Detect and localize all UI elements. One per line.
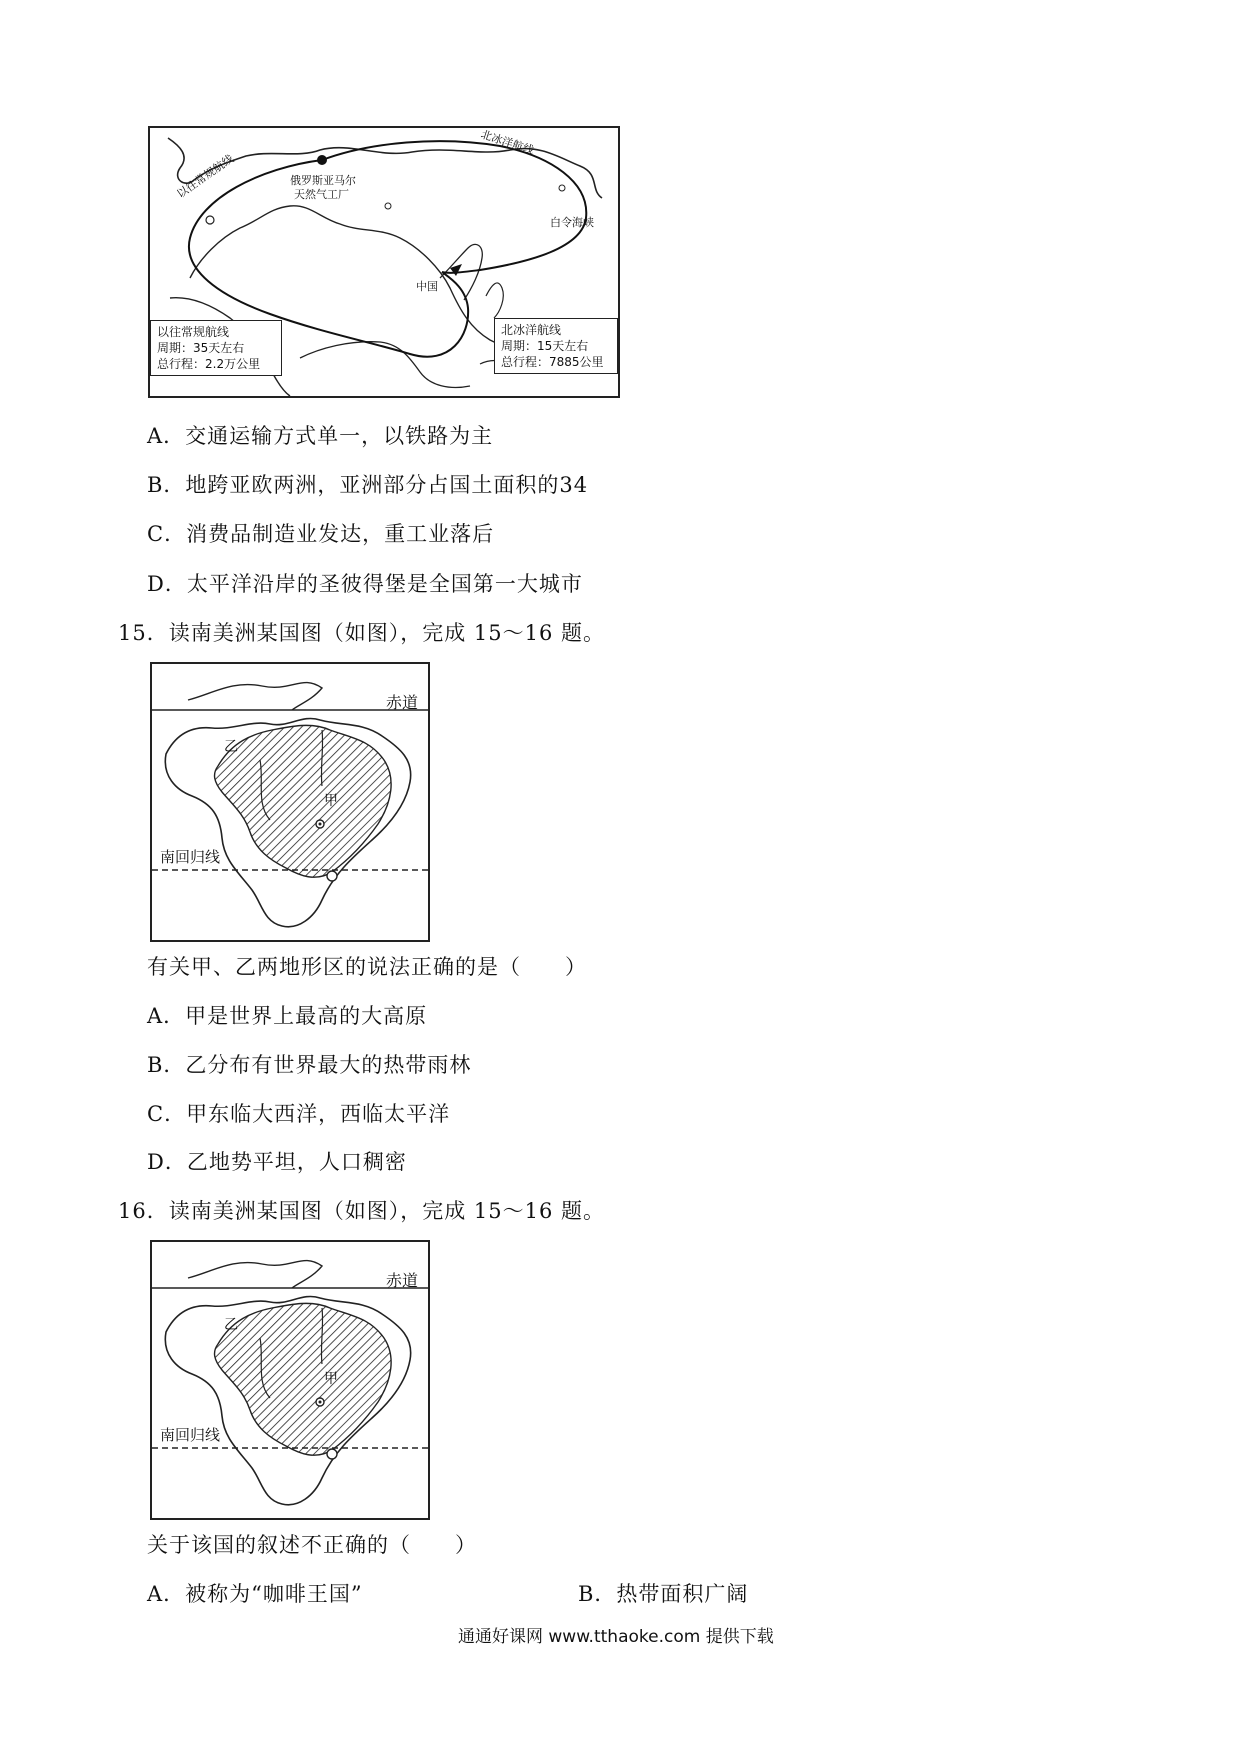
route-arctic-curve-label: 北冰洋航线: [479, 127, 536, 158]
route-regular-curve-label: 以往常规航线: [174, 152, 237, 201]
q14-option-a: A．交通运输方式单一，以铁路为主: [147, 424, 494, 448]
q16-option-a: A．被称为“咖啡王国”: [147, 1582, 363, 1606]
legend-arctic-route: [494, 318, 618, 374]
factory-label-line1: 俄罗斯亚马尔: [290, 174, 356, 187]
factory-label-line2: 天然气工厂: [294, 188, 349, 201]
legend-regular-period: 周期：35天左右: [157, 341, 245, 355]
q15-option-b: B．乙分布有世界最大的热带雨林: [147, 1053, 472, 1077]
q14-option-b: B．地跨亚欧两洲，亚洲部分占国土面积的34: [147, 473, 589, 497]
legend-regular-distance: 总行程：2.2万公里: [157, 357, 261, 371]
equator-label: 赤道: [386, 1271, 419, 1290]
q15-option-d: D．乙地势平坦，人口稠密: [147, 1150, 407, 1174]
tropic-label: 南回归线: [160, 848, 221, 866]
q16-question: 关于该国的叙述不正确的（ ）: [147, 1533, 477, 1557]
yi-label: 乙: [224, 1317, 238, 1333]
legend-arctic-distance: 总行程：7885公里: [501, 355, 604, 369]
legend-arctic-period: 周期：15天左右: [501, 339, 589, 353]
legend-regular-title: 以往常规航线: [157, 325, 230, 339]
legend-arctic-title: 北冰洋航线: [501, 323, 562, 337]
q15-option-c: C．甲东临大西洋，西临太平洋: [147, 1102, 451, 1126]
legend-regular-route: [150, 320, 282, 376]
q16-title: 16．读南美洲某国图（如图），完成 15～16 题。: [118, 1199, 606, 1223]
jia-label: 甲: [324, 1371, 338, 1387]
q16-option-b: B．热带面积广阔: [578, 1582, 749, 1606]
eurasia-route-map: [148, 126, 620, 398]
q15-title: 15．读南美洲某国图（如图），完成 15～16 题。: [118, 621, 606, 645]
q14-option-d: D．太平洋沿岸的圣彼得堡是全国第一大城市: [147, 572, 583, 596]
tropic-label: 南回归线: [160, 1426, 221, 1444]
jia-label: 甲: [324, 793, 338, 809]
equator-label: 赤道: [386, 693, 419, 712]
page-footer: 通通好课网 www.tthaoke.com 提供下载: [458, 1627, 774, 1647]
yi-label: 乙: [224, 739, 238, 755]
q14-option-c: C．消费品制造业发达，重工业落后: [147, 522, 495, 546]
q15-option-a: A．甲是世界上最高的大高原: [147, 1004, 428, 1028]
q15-question: 有关甲、乙两地形区的说法正确的是（ ）: [147, 955, 587, 979]
bering-label: 白令海峡: [550, 216, 594, 229]
brazil-map-q16: [150, 1240, 430, 1520]
brazil-map-q15: [150, 662, 430, 942]
china-label: 中国: [416, 280, 438, 293]
